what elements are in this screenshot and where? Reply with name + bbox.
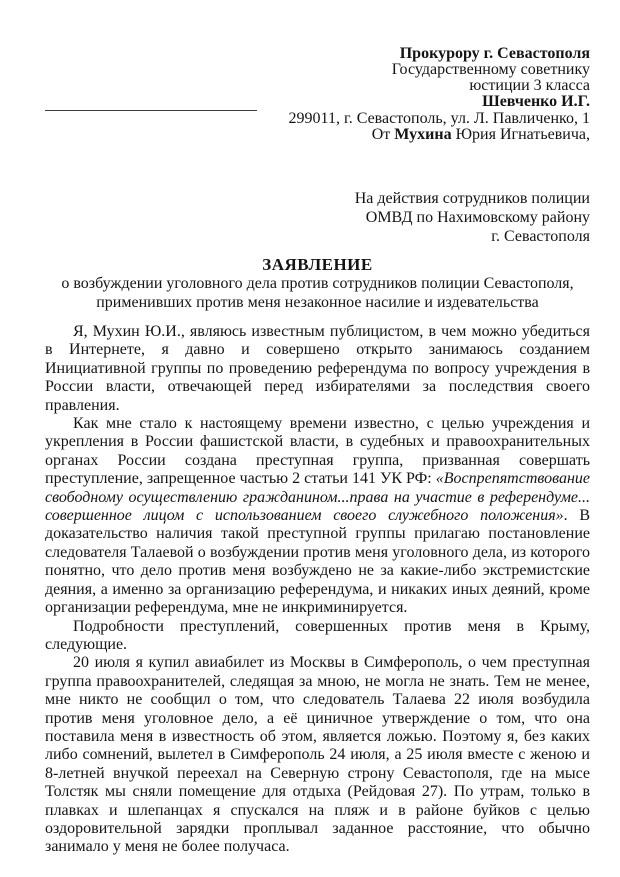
criminal-code-quote: «Воспрепятствование свободному осуществлению гражданином...права на участие в референдуме... совершенное лицом с использованием своего служебного положения»	[45, 470, 590, 525]
sender-prefix: От	[371, 126, 395, 143]
complaint-subject-block	[45, 189, 590, 246]
document-body	[45, 323, 590, 857]
subject-line-2: ОМВД по Нахимовскому району	[365, 209, 590, 226]
addressee-rank-line-2: юстиции 3 класса	[469, 77, 590, 94]
addressee-block	[45, 46, 590, 143]
document-subtitle-line-1: о возбуждении уголовного дела против сотрудников полиции Севастополя,	[61, 275, 574, 292]
paragraph-accusation	[45, 415, 590, 617]
addressee-postal-address: 299011, г. Севастополь, ул. Л. Павличенко, 1	[288, 110, 590, 127]
sender-line	[45, 127, 590, 143]
sender-surname: Мухина	[394, 126, 452, 143]
addressee-person-name: Шевченко И.Г.	[482, 93, 590, 110]
subject-line-1: На действия сотрудников полиции	[354, 190, 590, 207]
subject-line-3: г. Севастополя	[491, 228, 590, 245]
paragraph-accusation-lead: Как мне стало к настоящему времени известно, с целью учреждения и укрепления в России фашистской власти, в судебных и правоохранительных органах России создана преступная группа, призванная совершать преступление, запрещенное частью 2 статьи 141 УК РФ:	[45, 415, 590, 488]
addressee-title: Прокурору г. Севастополя	[399, 45, 590, 62]
paragraph-details-intro: Подробности преступлений, совершенных против меня в Крыму, следующие.	[45, 617, 590, 653]
document-subtitle-line-2: применивших против меня незаконное насилие и издевательства	[96, 294, 539, 311]
paragraph-intro: Я, Мухин Ю.И., являюсь известным публицистом, в чем можно убедиться в Интернете, я давно и совершено открыто занимаюсь созданием Инициативной группы по проведению референдума по вопросу учреждения в России власти, отвечающей перед избирателями за последствия своего правления.	[45, 323, 590, 414]
sender-name-rest: Юрия Игнатьевича,	[451, 126, 590, 143]
paragraph-accusation-tail: . В доказательство наличия такой преступной группы прилагаю постановление следователя Талаевой о возбуждении против меня уголовного дела, из которого понятно, что дело против меня возбуждено не за какие-либо экстремистские деяния, а именно за организацию референдума, и никаких иных деяний, кроме организации референдума, мне не инкриминируется.	[45, 507, 590, 617]
addressee-rank-line-1: Государственному советнику	[391, 61, 590, 78]
paragraph-crimea-events: 20 июля я купил авиабилет из Москвы в Симферополь, о чем преступная группа правоохранителей, следящая за мною, не могла не знать. Тем не менее, мне никто не сообщил о том, что следователь Талаева 22 июля возбудила против меня уголовное дело, а её циничное утверждение о том, что она поставила меня в известность об этом, является ложью. Поэтому я, без каких либо сомнений, вылетел в Симферополь 24 июля, а 25 июля вместе с женою и 8-летней внучкой переехал на Северную строну Севастополя, где на мысе Толстяк мы сняли помещение для отдыха (Рейдовая 27). По утрам, только в плавках и шлепанцах я спускался на пляж и в районе буйков с целью оздоровительной зарядки проплывал заданное расстояние, что обычно занимало у меня не более получаса.	[45, 654, 590, 856]
document-title: ЗАЯВЛЕНИЕ	[262, 255, 373, 274]
